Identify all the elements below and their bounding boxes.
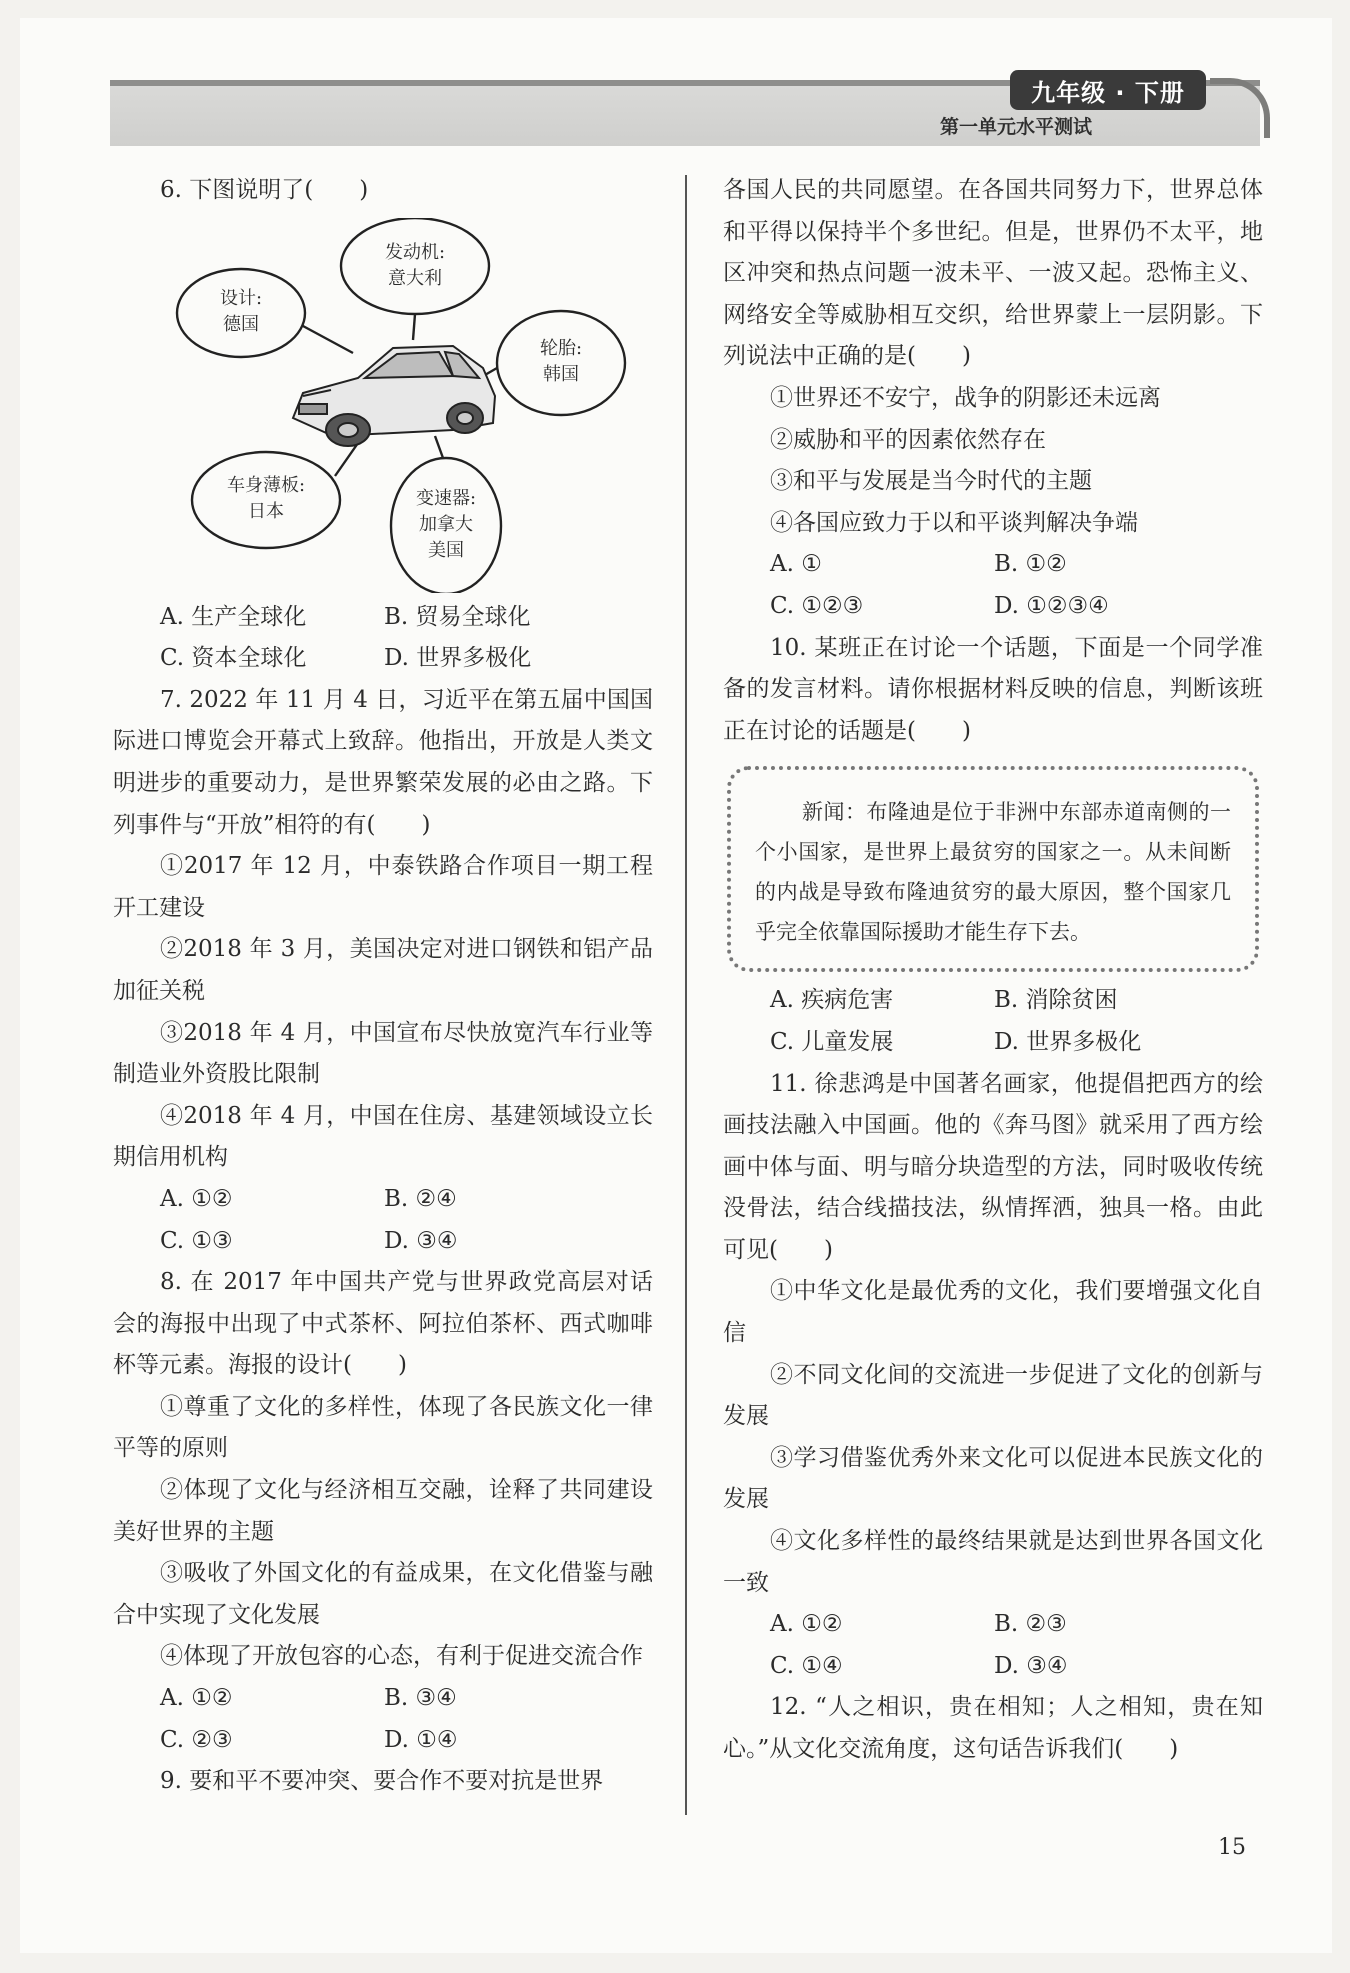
- q7-options-row2: [113, 1221, 653, 1263]
- question-7: 7. 2022 年 11 月 4 日，习近平在第五届中国国际进口博览会开幕式上致辞。他指出，开放是人类文明进步的重要动力，是世界繁荣发展的必由之路。下列事件与“开放”相符的有( ): [113, 686, 653, 838]
- option: B. 贸易全球化: [384, 603, 531, 630]
- design-label: 设计: 德国: [219, 287, 263, 335]
- page-number: 15: [1218, 1835, 1246, 1860]
- option: B. ②③: [994, 1611, 1067, 1638]
- q9-options-row2: [723, 586, 1263, 628]
- column-divider: [685, 175, 687, 1815]
- transmission-label: 变速器: 加拿大 美国: [415, 487, 477, 561]
- engine-label: 发动机: 意大利: [384, 241, 446, 289]
- option: A. 疾病危害: [770, 987, 894, 1014]
- option: B. 消除贫困: [994, 987, 1118, 1014]
- q6-options-row2: [113, 638, 653, 680]
- q9-options-row1: [723, 544, 1263, 586]
- option: C. ②③: [160, 1726, 233, 1753]
- q11-options-row1: [723, 1604, 1263, 1646]
- statement: ②2018 年 3 月，美国决定对进口钢铁和铝产品加征关税: [113, 936, 653, 1004]
- statement: ①尊重了文化的多样性，体现了各民族文化一律平等的原则: [113, 1393, 653, 1462]
- statement: ④文化多样性的最终结果就是达到世界各国文化一致: [723, 1528, 1263, 1596]
- option: D. ③④: [994, 1652, 1068, 1679]
- unit-title: 第一单元水平测试: [940, 116, 1093, 138]
- statement: ④各国应致力于以和平谈判解决争端: [770, 509, 1138, 536]
- option: D. ①④: [384, 1726, 458, 1753]
- statement: ③和平与发展是当今时代的主题: [770, 468, 1092, 495]
- grade-badge: 九年级 · 下册: [1010, 70, 1206, 110]
- question-12: 12. “人之相识，贵在相知；人之相知，贵在知心。”从文化交流角度，这句话告诉我们( ): [723, 1694, 1263, 1762]
- option: C. ①②③: [770, 592, 864, 619]
- option: D. ③④: [384, 1227, 458, 1254]
- car-globalization-figure: [153, 218, 653, 593]
- option: B. ②④: [384, 1185, 457, 1212]
- statement: ②体现了文化与经济相互交融，诠释了共同建设美好世界的主题: [113, 1477, 653, 1545]
- option: A. ①②: [770, 1611, 843, 1638]
- statement: ①中华文化是最优秀的文化，我们要增强文化自信: [723, 1278, 1263, 1347]
- option: A. 生产全球化: [160, 603, 307, 630]
- q10-options-row1: [723, 980, 1263, 1022]
- option: D. ①②③④: [994, 592, 1109, 619]
- option: A. ①②: [160, 1185, 233, 1212]
- q7-options-row1: [113, 1179, 653, 1221]
- question-10: 10. 某班正在讨论一个话题，下面是一个同学准备的发言材料。请你根据材料反映的信息，判断该班正在讨论的话题是( ): [723, 634, 1263, 744]
- body-label: 车身薄板: 日本: [226, 474, 306, 522]
- statement: ③2018 年 4 月，中国宣布尽快放宽汽车行业等制造业外资股比限制: [113, 1019, 653, 1088]
- q8-options-row1: [113, 1678, 653, 1720]
- car-icon: [293, 346, 495, 446]
- statement: ①2017 年 12 月，中泰铁路合作项目一期工程开工建设: [113, 853, 653, 921]
- option: D. 世界多极化: [994, 1028, 1142, 1055]
- question-11: 11. 徐悲鸿是中国著名画家，他提倡把西方的绘画技法融入中国画。他的《奔马图》就采用了西方绘画中体与面、明与暗分块造型的方法，同时吸收传统没骨法，结合线描技法，纵情挥洒，独具一格。由此可见( ): [723, 1070, 1263, 1263]
- q10-options-row2: [723, 1022, 1263, 1064]
- statement: ②威胁和平的因素依然存在: [770, 426, 1046, 453]
- option: C. ①④: [770, 1652, 843, 1679]
- option: C. 资本全球化: [160, 645, 307, 672]
- option: D. 世界多极化: [384, 645, 532, 672]
- statement: ①世界还不安宁，战争的阴影还未远离: [770, 384, 1161, 411]
- question-6: 6. 下图说明了( ): [160, 177, 369, 203]
- statement: ④2018 年 4 月，中国在住房、基建领域设立长期信用机构: [113, 1102, 653, 1171]
- statement: ③学习借鉴优秀外来文化可以促进本民族文化的发展: [723, 1444, 1263, 1513]
- news-text: 新闻：布隆迪是位于非洲中东部赤道南侧的一个小国家，是世界上最贫穷的国家之一。从未间断的内战是导致布隆迪贫穷的最大原因，整个国家几乎完全依靠国际援助才能生存下去。: [755, 800, 1231, 945]
- news-material-box: [727, 766, 1259, 972]
- option: B. ①②: [994, 551, 1067, 578]
- statement: ③吸收了外国文化的有益成果，在文化借鉴与融合中实现了文化发展: [113, 1560, 653, 1628]
- right-column: [723, 170, 1263, 1771]
- statement: ④体现了开放包容的心态，有利于促进交流合作: [160, 1643, 643, 1670]
- option: B. ③④: [384, 1685, 457, 1712]
- question-8: 8. 在 2017 年中国共产党与世界政党高层对话会的海报中出现了中式茶杯、阿拉伯茶杯、西式咖啡杯等元素。海报的设计( ): [113, 1269, 653, 1379]
- option: A. ①②: [160, 1685, 233, 1712]
- statement: ②不同文化间的交流进一步促进了文化的创新与发展: [723, 1361, 1263, 1430]
- q8-options-row2: [113, 1720, 653, 1762]
- option: C. 儿童发展: [770, 1028, 894, 1055]
- question-9-start: 9. 要和平不要冲突、要合作不要对抗是世界: [160, 1768, 604, 1795]
- left-column: [113, 170, 653, 1803]
- question-9-cont: 各国人民的共同愿望。在各国共同努力下，世界总体和平得以保持半个多世纪。但是，世界仍不太平，地区冲突和热点问题一波未平、一波又起。恐怖主义、网络安全等威胁相互交织，给世界蒙上一层阴影。下列说法中正确的是( ): [723, 177, 1263, 370]
- q11-options-row2: [723, 1646, 1263, 1688]
- option: A. ①: [770, 551, 822, 578]
- q6-options-row1: [113, 597, 653, 639]
- option: C. ①③: [160, 1227, 233, 1254]
- tires-label: 轮胎: 韩国: [539, 337, 583, 385]
